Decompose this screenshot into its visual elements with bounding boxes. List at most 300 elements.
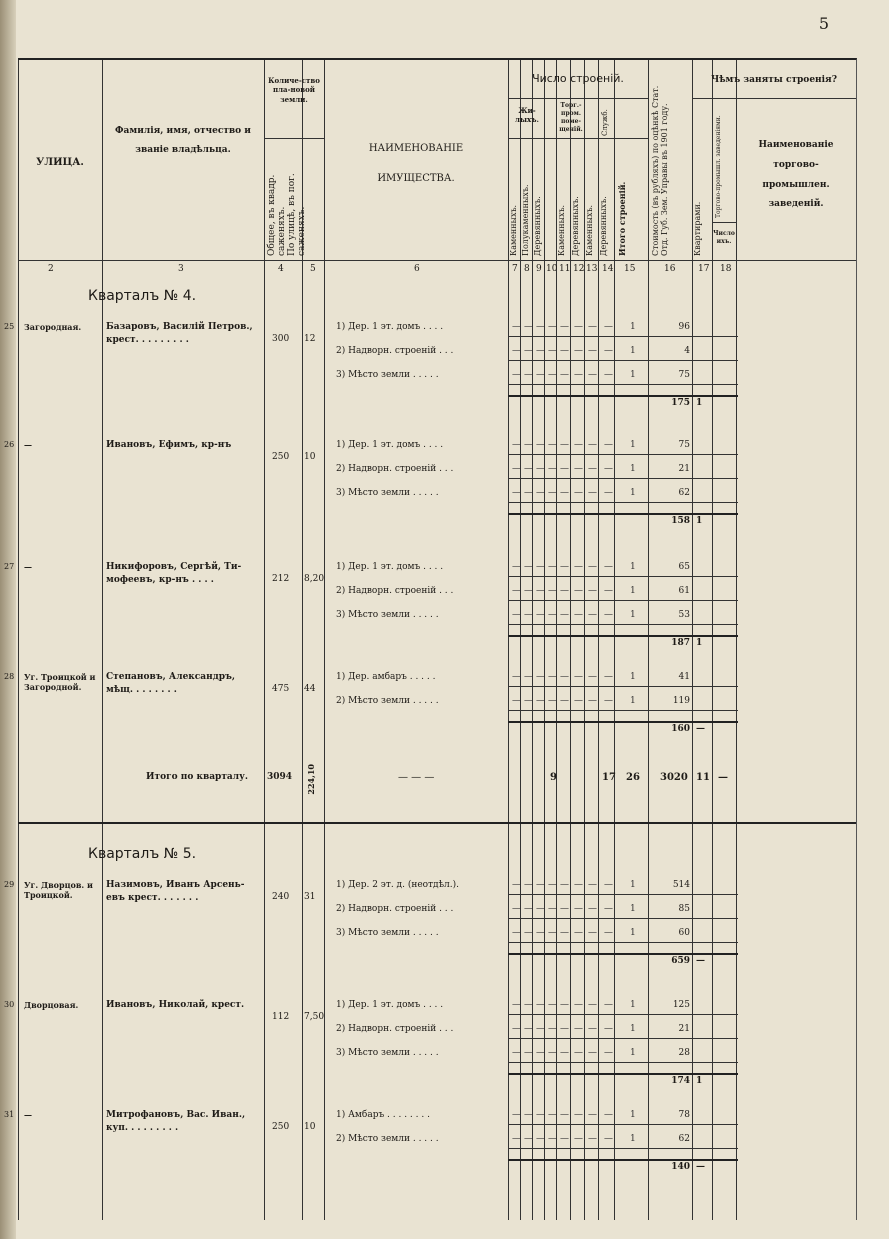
- property-value: 21: [678, 464, 690, 474]
- entry-owner: Ивановъ, Николай, крест.: [106, 1000, 245, 1010]
- col-num: 3: [178, 264, 184, 274]
- empty-mark: —: [588, 370, 597, 380]
- empty-mark: —: [536, 322, 545, 332]
- empty-mark: —: [548, 440, 557, 450]
- property-value: 65: [678, 562, 690, 572]
- building-count: 1: [630, 346, 636, 356]
- quarter-total-c9: 9: [550, 772, 557, 783]
- sum-separator: [508, 953, 738, 955]
- entry-owner-2: мѣщ. . . . . . . .: [106, 685, 177, 695]
- col-num: 7: [512, 264, 518, 274]
- empty-mark: —: [524, 1134, 533, 1144]
- empty-mark: —: [524, 440, 533, 450]
- sum-separator: [508, 1159, 738, 1161]
- empty-mark: —: [536, 464, 545, 474]
- empty-mark: —: [588, 488, 597, 498]
- empty-mark: —: [524, 1000, 533, 1010]
- sum-count: 1: [696, 1076, 703, 1086]
- property-sum: 175: [671, 398, 690, 408]
- empty-mark: —: [536, 880, 545, 890]
- quarter-total-property: — — —: [398, 772, 435, 783]
- property-item: 3) Мѣсто земли . . . . .: [336, 370, 439, 380]
- row-separator: [508, 576, 738, 577]
- entry-number: 30: [4, 1000, 15, 1009]
- empty-mark: —: [560, 904, 569, 914]
- empty-mark: —: [524, 928, 533, 938]
- entry-land-total: 212: [272, 574, 290, 584]
- header-land-total: Общее, въ квадр. саженяхъ.: [267, 174, 287, 256]
- empty-mark: —: [604, 1134, 613, 1144]
- entry-land-street: 8,20: [304, 574, 325, 584]
- empty-mark: —: [536, 1000, 545, 1010]
- empty-mark: —: [560, 1024, 569, 1034]
- empty-mark: —: [512, 440, 521, 450]
- building-count: 1: [630, 488, 636, 498]
- empty-mark: —: [536, 672, 545, 682]
- entry-land-street: 12: [304, 334, 316, 344]
- empty-mark: —: [604, 464, 613, 474]
- quarter-total-value: 3020: [660, 772, 688, 783]
- sum-count: 1: [696, 516, 703, 526]
- empty-mark: —: [524, 672, 533, 682]
- empty-mark: —: [512, 1024, 521, 1034]
- building-count: 1: [630, 1048, 636, 1058]
- empty-mark: —: [548, 1110, 557, 1120]
- entry-land-street: 7,50: [304, 1012, 325, 1022]
- empty-mark: —: [548, 562, 557, 572]
- property-item: 2) Надворн. строеній . . .: [336, 904, 454, 914]
- col-num: 18: [720, 264, 732, 274]
- entry-street: Уг. Троицкой и Загородной.: [24, 672, 96, 692]
- col-num: 10: [546, 264, 558, 274]
- empty-mark: —: [524, 488, 533, 498]
- property-value: 61: [678, 586, 690, 596]
- property-value: 28: [678, 1048, 690, 1058]
- empty-mark: —: [536, 1134, 545, 1144]
- empty-mark: —: [524, 464, 533, 474]
- empty-mark: —: [588, 562, 597, 572]
- property-item: 2) Надворн. строеній . . .: [336, 346, 454, 356]
- property-value: 53: [678, 610, 690, 620]
- empty-mark: —: [548, 488, 557, 498]
- empty-mark: —: [574, 346, 583, 356]
- entry-land-total: 240: [272, 892, 290, 902]
- row-separator: [508, 360, 738, 361]
- col-num: 5: [310, 264, 316, 274]
- entry-number: 31: [4, 1110, 15, 1119]
- empty-mark: —: [512, 1110, 521, 1120]
- col-num: 4: [278, 264, 284, 274]
- building-count: 1: [630, 904, 636, 914]
- quarter-total-c14: 26: [626, 772, 640, 783]
- entry-owner-2: евъ крест. . . . . . .: [106, 893, 199, 903]
- header-trade-est: Торгово-промышл. заведеніями.: [715, 115, 722, 218]
- entry-street: —: [24, 440, 32, 450]
- empty-mark: —: [512, 1134, 521, 1144]
- col-num: 17: [698, 264, 710, 274]
- empty-mark: —: [588, 928, 597, 938]
- empty-mark: —: [536, 610, 545, 620]
- empty-mark: —: [588, 322, 597, 332]
- col-num: 13: [586, 264, 598, 274]
- empty-mark: —: [548, 586, 557, 596]
- empty-mark: —: [524, 880, 533, 890]
- entry-number: 25: [4, 322, 15, 331]
- empty-mark: —: [560, 488, 569, 498]
- sum-separator: [508, 395, 738, 397]
- empty-mark: —: [524, 696, 533, 706]
- quarter-5-title: Кварталъ № 5.: [88, 846, 197, 862]
- entry-land-total: 112: [272, 1012, 290, 1022]
- empty-mark: —: [524, 610, 533, 620]
- header-total-buildings: Итого строеній.: [617, 181, 627, 256]
- entry-number: 28: [4, 672, 15, 681]
- col-num: 16: [664, 264, 676, 274]
- empty-mark: —: [536, 1110, 545, 1120]
- empty-mark: —: [536, 1048, 545, 1058]
- empty-mark: —: [512, 672, 521, 682]
- sum-separator: [508, 721, 738, 723]
- entry-land-total: 300: [272, 334, 290, 344]
- empty-mark: —: [604, 488, 613, 498]
- col-num: 8: [524, 264, 530, 274]
- building-count: 1: [630, 586, 636, 596]
- sum-count: —: [696, 1162, 705, 1172]
- empty-mark: —: [548, 904, 557, 914]
- empty-mark: —: [574, 562, 583, 572]
- empty-mark: —: [548, 672, 557, 682]
- property-value: 514: [672, 880, 690, 890]
- empty-mark: —: [588, 586, 597, 596]
- empty-mark: —: [588, 346, 597, 356]
- empty-mark: —: [512, 322, 521, 332]
- page-number: 5: [818, 14, 829, 33]
- property-value: 41: [678, 672, 690, 682]
- header-stone2: Каменныхъ.: [557, 204, 566, 256]
- entry-land-street: 44: [304, 684, 316, 694]
- header-owner: Фамилія, имя, отчество и званіе владѣльца.: [115, 126, 251, 155]
- row-separator: [508, 710, 738, 711]
- empty-mark: —: [574, 322, 583, 332]
- col-num: 6: [414, 264, 420, 274]
- property-item: 1) Дер. 1 эт. домъ . . . .: [336, 322, 444, 332]
- empty-mark: —: [548, 346, 557, 356]
- entry-owner-2: куп. . . . . . . . .: [106, 1123, 179, 1133]
- entry-street: Дворцовая.: [24, 1000, 79, 1010]
- empty-mark: —: [524, 370, 533, 380]
- header-wooden2: Деревянныхъ.: [571, 196, 580, 256]
- empty-mark: —: [574, 1048, 583, 1058]
- building-count: 1: [630, 370, 636, 380]
- empty-mark: —: [536, 346, 545, 356]
- building-count: 1: [630, 562, 636, 572]
- property-item: 3) Мѣсто земли . . . . .: [336, 610, 439, 620]
- empty-mark: —: [560, 322, 569, 332]
- header-apartments: Квартирами.: [693, 201, 702, 256]
- entry-land-total: 250: [272, 452, 290, 462]
- empty-mark: —: [604, 370, 613, 380]
- empty-mark: —: [604, 586, 613, 596]
- empty-mark: —: [536, 928, 545, 938]
- row-separator: [508, 624, 738, 625]
- empty-mark: —: [548, 928, 557, 938]
- sum-count: —: [696, 956, 705, 966]
- empty-mark: —: [536, 440, 545, 450]
- entry-owner: Степановъ, Александръ,: [106, 672, 236, 682]
- property-item: 2) Надворн. строеній . . .: [336, 586, 454, 596]
- property-item: 2) Надворн. строеній . . .: [336, 464, 454, 474]
- building-count: 1: [630, 1110, 636, 1120]
- entry-owner-2: мофеевъ, кр-нъ . . . .: [106, 575, 214, 585]
- property-value: 119: [672, 696, 690, 706]
- empty-mark: —: [548, 370, 557, 380]
- header-value: Стоимость (въ рубляхъ) по оцѣнкѣ Стат. Отд. Губ. Зем. Управы въ 1901 году.: [651, 85, 669, 256]
- sum-count: 1: [696, 638, 703, 648]
- header-wooden3: Деревянныхъ.: [599, 196, 608, 256]
- empty-mark: —: [588, 1134, 597, 1144]
- empty-mark: —: [548, 1000, 557, 1010]
- property-item: 1) Дер. 1 эт. домъ . . . .: [336, 1000, 444, 1010]
- property-value: 96: [678, 322, 690, 332]
- empty-mark: —: [574, 904, 583, 914]
- header-stone: Каменныхъ.: [509, 204, 518, 256]
- empty-mark: —: [604, 346, 613, 356]
- building-count: 1: [630, 440, 636, 450]
- header-stone3: Каменныхъ.: [585, 204, 594, 256]
- empty-mark: —: [604, 672, 613, 682]
- empty-mark: —: [512, 904, 521, 914]
- empty-mark: —: [574, 696, 583, 706]
- col-num: 15: [624, 264, 636, 274]
- property-item: 2) Мѣсто земли . . . . .: [336, 696, 439, 706]
- empty-mark: —: [512, 1048, 521, 1058]
- quarter-total-land: 3094: [267, 772, 293, 782]
- header-wooden: Деревянныхъ.: [533, 196, 542, 256]
- row-separator: [508, 1038, 738, 1039]
- property-item: 1) Дер. 1 эт. домъ . . . .: [336, 562, 444, 572]
- entry-street: Загородная.: [24, 322, 82, 332]
- entry-owner: Ивановъ, Ефимъ, кр-нъ: [106, 440, 232, 450]
- row-separator: [508, 384, 738, 385]
- entry-owner: Базаровъ, Василій Петров.,: [106, 322, 253, 332]
- property-sum: 659: [671, 956, 690, 966]
- building-count: 1: [630, 880, 636, 890]
- entry-street: —: [24, 562, 32, 572]
- empty-mark: —: [588, 904, 597, 914]
- empty-mark: —: [604, 880, 613, 890]
- empty-mark: —: [548, 880, 557, 890]
- empty-mark: —: [574, 1024, 583, 1034]
- empty-mark: —: [524, 1110, 533, 1120]
- empty-mark: —: [574, 370, 583, 380]
- empty-mark: —: [588, 672, 597, 682]
- entry-land-street: 10: [304, 1122, 316, 1132]
- empty-mark: —: [536, 586, 545, 596]
- building-count: 1: [630, 696, 636, 706]
- building-count: 1: [630, 672, 636, 682]
- sum-separator: [508, 513, 738, 515]
- entry-number: 27: [4, 562, 15, 571]
- empty-mark: —: [512, 928, 521, 938]
- property-item: 2) Надворн. строеній . . .: [336, 1024, 454, 1034]
- row-separator: [508, 600, 738, 601]
- building-count: 1: [630, 1134, 636, 1144]
- property-item: 3) Мѣсто земли . . . . .: [336, 928, 439, 938]
- empty-mark: —: [604, 1000, 613, 1010]
- property-sum: 174: [671, 1076, 690, 1086]
- entry-street: Уг. Дворцов. и Троицкой.: [24, 880, 93, 900]
- entry-land-total: 475: [272, 684, 290, 694]
- col-num: 12: [573, 264, 585, 274]
- property-item: 1) Амбаръ . . . . . . . .: [336, 1110, 430, 1120]
- empty-mark: —: [536, 562, 545, 572]
- empty-mark: —: [524, 346, 533, 356]
- sum-count: —: [696, 724, 705, 734]
- empty-mark: —: [524, 1024, 533, 1034]
- empty-mark: —: [548, 322, 557, 332]
- empty-mark: —: [574, 586, 583, 596]
- header-street: УЛИЦА.: [36, 157, 84, 168]
- property-value: 21: [678, 1024, 690, 1034]
- entry-land-total: 250: [272, 1122, 290, 1132]
- empty-mark: —: [574, 440, 583, 450]
- sum-count: 1: [696, 398, 703, 408]
- row-separator: [508, 336, 738, 337]
- quarter-total-street: 224,10: [306, 764, 316, 795]
- entry-land-street: 10: [304, 452, 316, 462]
- empty-mark: —: [512, 562, 521, 572]
- empty-mark: —: [574, 488, 583, 498]
- empty-mark: —: [548, 696, 557, 706]
- empty-mark: —: [536, 488, 545, 498]
- empty-mark: —: [604, 322, 613, 332]
- building-count: 1: [630, 928, 636, 938]
- row-separator: [508, 686, 738, 687]
- empty-mark: —: [560, 346, 569, 356]
- building-count: 1: [630, 610, 636, 620]
- quarter-total-c17: —: [718, 772, 728, 783]
- empty-mark: —: [560, 1134, 569, 1144]
- empty-mark: —: [604, 562, 613, 572]
- empty-mark: —: [588, 880, 597, 890]
- empty-mark: —: [560, 1000, 569, 1010]
- entry-number: 26: [4, 440, 15, 449]
- empty-mark: —: [588, 610, 597, 620]
- row-separator: [508, 454, 738, 455]
- header-trade: Торг.-пром. поме-щеній.: [559, 102, 583, 134]
- entry-street: —: [24, 1110, 32, 1120]
- row-separator: [508, 942, 738, 943]
- empty-mark: —: [588, 1110, 597, 1120]
- row-separator: [508, 1124, 738, 1125]
- property-item: 2) Мѣсто земли . . . . .: [336, 1134, 439, 1144]
- row-separator: [508, 1062, 738, 1063]
- empty-mark: —: [604, 1110, 613, 1120]
- empty-mark: —: [604, 610, 613, 620]
- building-count: 1: [630, 322, 636, 332]
- header-property: НАИМЕНОВАНІЕ ИМУЩЕСТВА.: [368, 143, 464, 184]
- property-value: 62: [678, 488, 690, 498]
- quarter-total-c13: 17: [602, 772, 616, 783]
- empty-mark: —: [588, 1048, 597, 1058]
- empty-mark: —: [604, 928, 613, 938]
- property-sum: 160: [671, 724, 690, 734]
- empty-mark: —: [536, 1024, 545, 1034]
- empty-mark: —: [560, 586, 569, 596]
- empty-mark: —: [560, 464, 569, 474]
- empty-mark: —: [548, 610, 557, 620]
- sum-separator: [508, 635, 738, 637]
- empty-mark: —: [524, 904, 533, 914]
- header-occupied: Чѣмъ заняты строенія?: [711, 75, 837, 85]
- empty-mark: —: [560, 928, 569, 938]
- empty-mark: —: [524, 562, 533, 572]
- empty-mark: —: [548, 464, 557, 474]
- empty-mark: —: [548, 1024, 557, 1034]
- property-item: 1) Дер. 1 эт. домъ . . . .: [336, 440, 444, 450]
- empty-mark: —: [512, 464, 521, 474]
- property-value: 75: [678, 440, 690, 450]
- empty-mark: —: [604, 440, 613, 450]
- row-separator: [508, 894, 738, 895]
- book-spine: [0, 0, 16, 1239]
- row-separator: [508, 918, 738, 919]
- empty-mark: —: [512, 696, 521, 706]
- empty-mark: —: [574, 928, 583, 938]
- empty-mark: —: [548, 1134, 557, 1144]
- col-num: 11: [559, 264, 571, 274]
- col-num: 9: [536, 264, 542, 274]
- row-separator: [508, 1148, 738, 1149]
- property-value: 4: [684, 346, 690, 356]
- empty-mark: —: [536, 696, 545, 706]
- empty-mark: —: [588, 464, 597, 474]
- empty-mark: —: [512, 370, 521, 380]
- inventory-table: [4, 58, 857, 1220]
- col-num: 2: [48, 264, 54, 274]
- empty-mark: —: [574, 610, 583, 620]
- empty-mark: —: [560, 1110, 569, 1120]
- header-buildings: Число строеній.: [532, 72, 624, 85]
- building-count: 1: [630, 1000, 636, 1010]
- header-trade-name: Наименованіе торгово-промышлен. заведеній.: [758, 140, 834, 210]
- empty-mark: —: [574, 880, 583, 890]
- empty-mark: —: [604, 904, 613, 914]
- property-value: 78: [678, 1110, 690, 1120]
- row-separator: [508, 1014, 738, 1015]
- empty-mark: —: [604, 1024, 613, 1034]
- entry-owner: Митрофановъ, Вас. Иван.,: [106, 1110, 246, 1120]
- empty-mark: —: [560, 880, 569, 890]
- col-num: 14: [602, 264, 614, 274]
- empty-mark: —: [548, 1048, 557, 1058]
- property-sum: 158: [671, 516, 690, 526]
- property-value: 60: [678, 928, 690, 938]
- header-land: Количе-ство пла-новой земли.: [268, 76, 320, 104]
- empty-mark: —: [604, 1048, 613, 1058]
- empty-mark: —: [574, 464, 583, 474]
- header-count: Число ихъ.: [713, 230, 735, 246]
- property-item: 1) Дер. 2 эт. д. (неотдѣл.).: [336, 880, 459, 890]
- empty-mark: —: [574, 672, 583, 682]
- quarter-total-label: Итого по кварталу.: [146, 772, 248, 782]
- empty-mark: —: [512, 346, 521, 356]
- property-item: 1) Дер. амбаръ . . . . .: [336, 672, 436, 682]
- building-count: 1: [630, 1024, 636, 1034]
- empty-mark: —: [524, 586, 533, 596]
- entry-owner-2: крест. . . . . . . . .: [106, 335, 189, 345]
- property-value: 62: [678, 1134, 690, 1144]
